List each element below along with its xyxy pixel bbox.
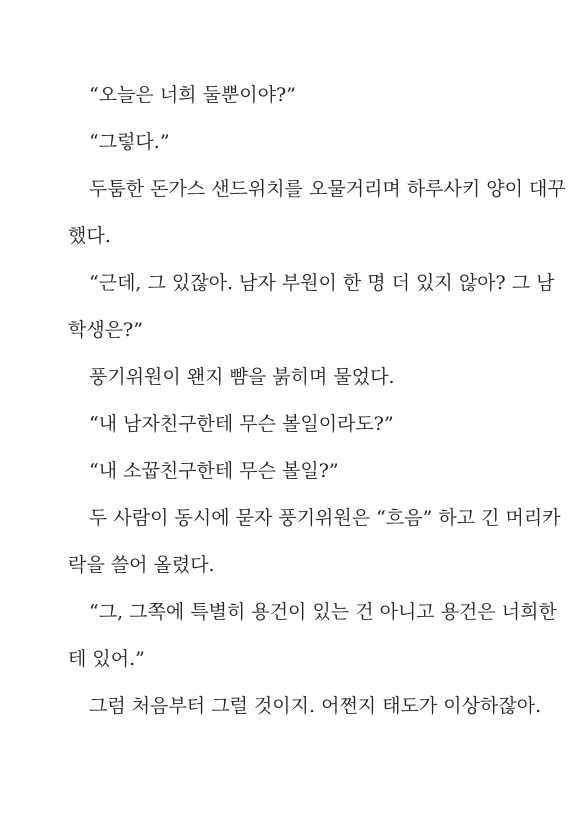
text-line: 학생은?” xyxy=(68,319,143,341)
text-line: 두툼한 돈가스 샌드위치를 오물거리며 하루사키 양이 대꾸 xyxy=(89,178,566,200)
text-line: 테 있어.” xyxy=(68,648,145,670)
text-line: 풍기위원이 왠지 뺨을 붉히며 물었다. xyxy=(89,366,395,388)
text-line: 그럼 처음부터 그럴 것이지. 어쩐지 태도가 이상하잖아. xyxy=(89,695,542,717)
text-line: “내 남자친구한테 무슨 볼일이라도?” xyxy=(89,413,394,435)
text-line: 락을 쓸어 올렸다. xyxy=(68,554,215,576)
text-line: 했다. xyxy=(68,225,111,247)
text-line: “그렇다.” xyxy=(89,131,170,153)
text-line: “내 소꿉친구한테 무슨 볼일?” xyxy=(89,460,339,482)
text-line: 두 사람이 동시에 묻자 풍기위원은 “흐음” 하고 긴 머리카 xyxy=(89,507,561,529)
text-line: “근데, 그 있잖아. 남자 부원이 한 명 더 있지 않아? 그 남 xyxy=(89,272,555,294)
text-line: “오늘은 너희 둘뿐이야?” xyxy=(89,84,296,106)
text-line: “그, 그쪽에 특별히 용건이 있는 건 아니고 용건은 너희한 xyxy=(89,601,557,623)
